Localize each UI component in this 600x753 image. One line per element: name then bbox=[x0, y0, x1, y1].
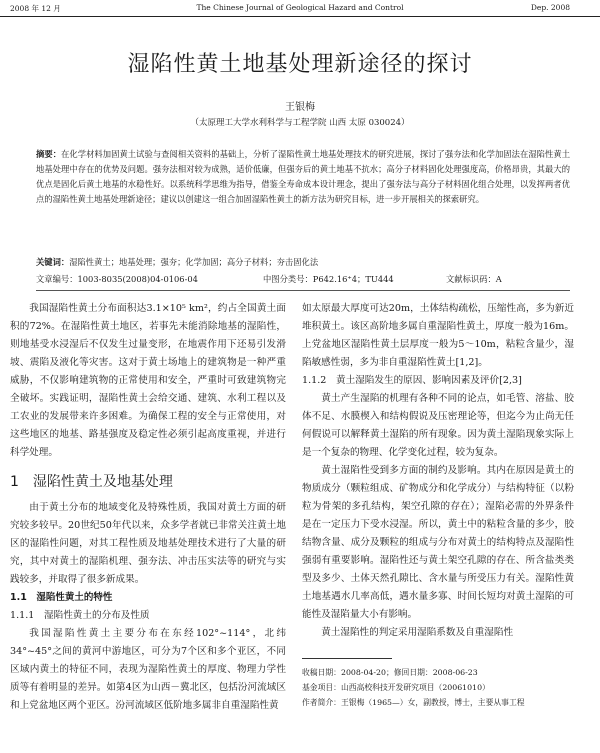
header-journal: The Chinese Journal of Geological Hazard and Control bbox=[196, 3, 404, 12]
subsubsection-heading-1-1-2: 1.1.2 黄土湿陷发生的原因、影响因素及评价[2,3] bbox=[302, 375, 522, 386]
distribution-paragraph: 我国湿陷性黄土主要分布在东经102°~114°，北纬34°~45°之间的黄河中游地区，可分为7个区和多个亚区，不同区域内黄土的特征不同，表现为湿陷性黄土的厚度、物理力学性质等有着明显的差异。如第4区为山西－冀北区，包括汾河流域区和上党盆地区两个亚区。汾河流域区低阶地多属非自重湿陷性黄 bbox=[10, 628, 286, 711]
author-affiliation: （太原理工大学水利科学与工程学院 山西 太原 030024） bbox=[190, 118, 410, 128]
evaluation-paragraph: 黄土湿陷性的判定采用湿陷系数及自重湿陷性 bbox=[321, 627, 514, 638]
header-date: 2008 年 12 月 bbox=[10, 4, 61, 13]
keywords-label: 关键词： bbox=[36, 257, 70, 267]
running-header bbox=[0, 0, 600, 17]
factors-paragraph: 黄土湿陷性受到多方面的制约及影响。其内在原因是黄土的物质成分（颗粒组成、矿物成分和化学成分）与结构特征（以粉粒为骨架的多孔结构，架空孔隙的存在）；湿陷必需的外界条件是在一定压力下受水浸湿。所以，黄土中的粘粒含量的多少，胶结物含量、成分及颗粒的组成与分布对黄土的结构特点及湿陷性强弱有重要影响。湿陷性还与黄土架空孔隙的存在、所含盐类类型及多少、土体天然孔隙比、含水量与所受压力有关。湿陷性黄土地基遇水几率高低，遇水量多寡、时间长短均对黄土湿陷的可能性及湿陷量大小有影响。 bbox=[302, 465, 574, 620]
keywords bbox=[36, 256, 570, 268]
abstract-text: 在化学材料加固黄土试验与查阅相关资料的基础上，分析了湿陷性黄土地基处理技术的研究进展，探讨了强夯法和化学加固法在湿陷性黄土地基处理中存在的优势及问题。强夯法相对较为成熟，适价低廉，但强夯后的黄土地基不抗水；高分子材料固化处理强度高，价格昂贵，其最大的优点是固化后黄土地基的水稳性好。以系统科学思维为指导，借鉴全寿命成本设计理念，提出了强夯法与高分子材料固化组合处理，以发挥两者优点的湿陷性黄土地基处理新途径；建议以创建这一组合加固湿陷性黄土的新方法为研究目标，进一步开展相关的探索研究。 bbox=[36, 149, 570, 204]
subsection-heading-1-1: 1.1 湿陷性黄土的特性 bbox=[10, 592, 113, 603]
right-column bbox=[302, 300, 574, 642]
abstract bbox=[36, 147, 570, 207]
paper-title: 湿陷性黄土地基处理新途径的探讨 bbox=[127, 52, 473, 77]
footnote-rule bbox=[302, 658, 392, 659]
abstract-separator bbox=[36, 290, 570, 291]
section-1-paragraph: 由于黄土分布的地域变化及特殊性质，我国对黄土方面的研究较多较早。20世纪50年代以来，众多学者就已非常关注黄土地区的湿陷性问题，对其工程性质及地基处理技术进行了大量的研究，其中对黄土的湿陷机理、强夯法、冲击压实法等的研究与实践较多，并取得了很多新成果。 bbox=[10, 502, 286, 585]
intro-paragraph: 我国湿陷性黄土分布面积达3.1×10⁵ km²，约占全国黄土面积的72%。在湿陷性黄土地区，若事先未能消除地基的湿陷性，则地基受水浸湿后不仅发生过量变形，在地震作用下还易引发滑坡、震陷及液化等灾害。这对于黄土场地上的建筑物是一种严重威胁，不仅影响建筑物的正常使用和安全，严重时可致建筑物完全破坏。实践证明，湿陷性黄土会给交通、建筑、水利工程以及工农业的发展带来许多困难。为确保工程的安全与正常使用，对这些地区的地基、路基强度及稳定性必须引起高度重视，并进行科学处理。 bbox=[10, 303, 286, 458]
continued-paragraph: 如太原最大厚度可达20m，土体结构疏松，压缩性高，多为新近堆积黄土。该区高阶地多属自重湿陷性黄土，厚度一般为16m。上党盆地区湿陷性黄土层厚度一般为5～10m，粘粒含量少，湿陷敏感性弱，多为非自重湿陷性黄土[1,2]。 bbox=[302, 303, 574, 368]
mechanism-paragraph: 黄土产生湿陷的机理有各种不同的论点，如毛管、溶盐、胶体不足、水膜楔入和结构假说及压密理论等，但迄今为止尚无任何假说可以解释黄土湿陷的所有现象。因为黄土湿陷现象实际上是一个复杂的物理、化学变化过程，较为复杂。 bbox=[302, 393, 574, 458]
footnote bbox=[302, 665, 582, 710]
subsubsection-heading-1-1-1: 1.1.1 湿陷性黄土的分布及性质 bbox=[10, 610, 150, 621]
article-number: 文章编号：1003-8035(2008)04-0106-04 bbox=[36, 274, 198, 284]
footnote-received: 收稿日期：2008-04-20；修回日期：2008-06-23 bbox=[302, 668, 478, 677]
keywords-text: 湿陷性黄土；地基处理；强夯；化学加固；高分子材料；夯击固化法 bbox=[69, 257, 319, 267]
header-date-en: Dep. 2008 bbox=[530, 3, 570, 12]
abstract-label: 摘要： bbox=[36, 149, 62, 159]
footnote-author: 作者简介：王银梅（1965—）女，副教授，博士，主要从事工程 bbox=[302, 698, 525, 707]
document-code: 文献标识码：A bbox=[446, 274, 502, 284]
author-name: 王银梅 bbox=[285, 102, 315, 113]
section-heading-1: 1 湿陷性黄土及地基处理 bbox=[10, 474, 173, 490]
clc-number: 中图分类号：P642.16⁺4；TU444 bbox=[263, 274, 394, 284]
footnote-fund: 基金项目：山西高校科技开发研究项目（20061010） bbox=[302, 683, 490, 692]
left-column bbox=[10, 300, 286, 715]
